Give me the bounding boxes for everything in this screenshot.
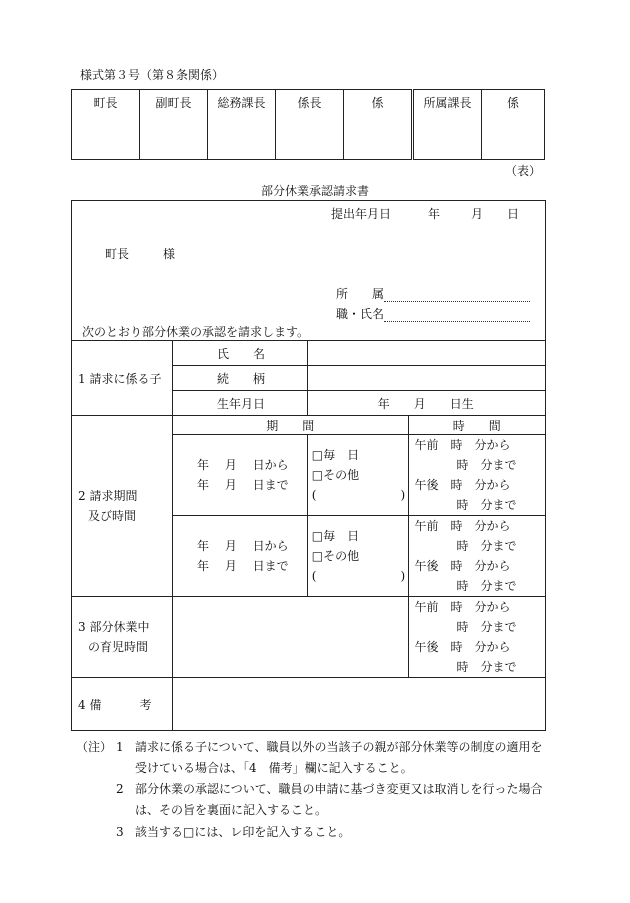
name-field[interactable] (384, 310, 530, 322)
affiliation-row (336, 285, 530, 302)
remarks-label-num: 4 備 (78, 697, 102, 712)
time-am-from: 午前 時 分から (414, 438, 511, 452)
note-1-line2: 受けている場合は、「4 備考」欄に記入すること。 (135, 761, 413, 775)
time-pm-from: 午後 時 分から (414, 559, 511, 573)
date-unit-month: 月 (471, 207, 484, 221)
date-unit-year: 年 (428, 207, 441, 221)
request-sentence: 次のとおり部分休業の承認を請求します。 (82, 325, 310, 339)
remarks-label-rest: 考 (139, 697, 152, 712)
stamp-label: 町長 (93, 96, 118, 110)
honorific: 様 (163, 247, 176, 261)
note-2-line2: は、その旨を裏面に記入すること。 (135, 803, 328, 817)
submission-date-label: 提出年月日 (331, 207, 392, 221)
addressee: 町長 (105, 247, 130, 261)
time-header: 時 間 (408, 416, 546, 435)
time-pm-to: 時 分まで (456, 498, 517, 512)
section2-label-line2: 及び時間 (88, 509, 137, 523)
time-am-to: 時 分まで (456, 539, 517, 553)
other-detail-field[interactable]: ( ) (311, 569, 406, 583)
section1-label: 1 請求に係る子 (72, 341, 173, 416)
stamp-cell[interactable] (140, 90, 208, 160)
affiliation-label: 所 属 (336, 287, 385, 301)
section2-label (72, 416, 173, 597)
section3-label-line2: の育児時間 (88, 640, 149, 654)
daily-checkbox[interactable]: □毎 日 (311, 529, 360, 543)
stamp-cell[interactable] (72, 90, 140, 160)
period-to: 年 月 日まで (197, 478, 289, 492)
affiliation-field[interactable] (384, 290, 530, 302)
time-am-from: 午前 時 分から (414, 519, 511, 533)
time-am-from: 午前 時 分から (414, 600, 511, 614)
other-checkbox[interactable]: □その他 (311, 549, 360, 563)
form-header-box (71, 200, 546, 341)
remarks-field[interactable] (173, 678, 546, 731)
time-range[interactable] (408, 435, 546, 516)
note-3-num: 3 (116, 825, 124, 839)
note-2-num: 2 (116, 782, 124, 796)
stamp-cell[interactable] (208, 90, 276, 160)
stamp-label: 係長 (297, 96, 322, 110)
stamp-label: 係 (506, 96, 519, 110)
child-name-label: 氏 名 (173, 341, 308, 366)
other-checkbox[interactable]: □その他 (311, 468, 360, 482)
stamp-cell[interactable] (413, 90, 482, 160)
time-pm-from: 午後 時 分から (414, 478, 511, 492)
birthdate-label: 生年月日 (173, 391, 308, 416)
time-pm-from: 午後 時 分から (414, 640, 511, 654)
daily-checkbox[interactable]: □毎 日 (311, 448, 360, 462)
birthdate-field[interactable]: 年 月 日生 (307, 391, 545, 416)
frequency-options (307, 435, 408, 516)
form-number: 様式第３号（第８条関係） (80, 68, 225, 82)
note-1-num: 1 (116, 740, 124, 754)
relationship-field[interactable] (307, 366, 545, 391)
request-table (71, 340, 546, 731)
frequency-options (307, 516, 408, 597)
time-am-to: 時 分まで (456, 620, 517, 634)
notes-prefix: （注） (76, 740, 113, 754)
time-range[interactable] (408, 516, 546, 597)
section3-label (72, 597, 173, 678)
section3-label-line1: 3 部分休業中 (78, 620, 150, 634)
date-unit-day: 日 (507, 207, 520, 221)
time-pm-to: 時 分まで (456, 579, 517, 593)
period-to: 年 月 日まで (197, 559, 289, 573)
relationship-label: 続 柄 (173, 366, 308, 391)
time-pm-to: 時 分まで (456, 660, 517, 674)
name-label: 職・氏名 (336, 307, 385, 321)
stamp-label: 総務課長 (217, 96, 266, 110)
stamp-cell[interactable] (276, 90, 344, 160)
approval-stamp-table (71, 89, 545, 160)
section4-label (72, 678, 173, 731)
period-header: 期 間 (173, 416, 408, 435)
stamp-cell[interactable] (344, 90, 413, 160)
note-3-line1: 該当する□には、レ印を記入すること。 (135, 825, 351, 839)
other-detail-field[interactable]: ( ) (311, 488, 406, 502)
form-title: 部分休業承認請求書 (260, 184, 369, 198)
stamp-label: 係 (371, 96, 384, 110)
side-label: （表） (505, 164, 542, 178)
stamp-label: 所属課長 (423, 96, 472, 110)
note-1-line1: 請求に係る子について、職員以外の当該子の親が部分休業等の制度の適用を (135, 740, 543, 754)
childcare-time-range[interactable] (408, 597, 546, 678)
period-from: 年 月 日から (197, 458, 289, 472)
note-2-line1: 部分休業の承認について、職員の申請に基づき変更又は取消しを行った場合 (135, 782, 543, 796)
childcare-blank[interactable] (173, 597, 408, 678)
period-dates[interactable] (173, 435, 308, 516)
stamp-label: 副町長 (155, 96, 192, 110)
stamp-cell[interactable] (482, 90, 545, 160)
period-from: 年 月 日から (197, 539, 289, 553)
period-dates[interactable] (173, 516, 308, 597)
time-am-to: 時 分まで (456, 458, 517, 472)
section2-label-line1: 2 請求期間 (78, 489, 138, 503)
name-row (336, 305, 530, 322)
child-name-field[interactable] (307, 341, 545, 366)
